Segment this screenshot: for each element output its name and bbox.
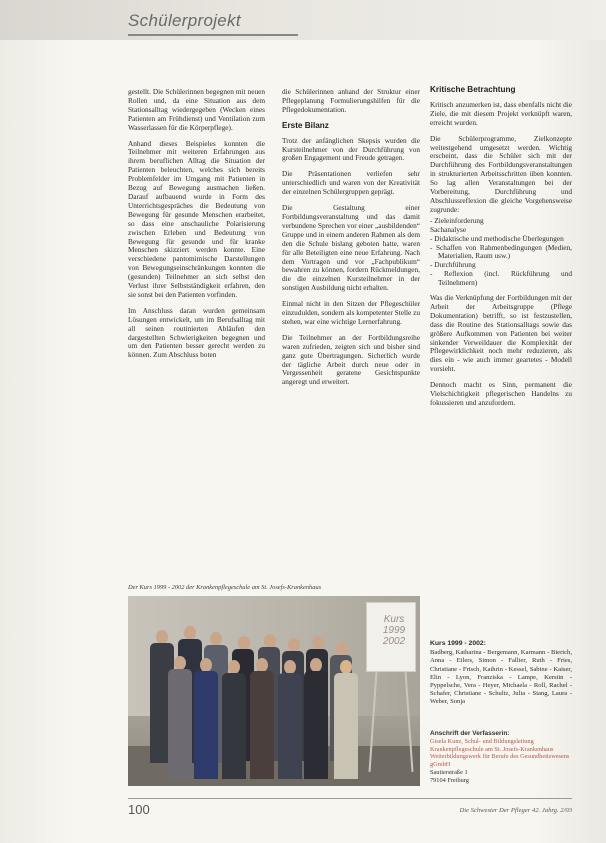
- list-item: Sachanalyse: [430, 224, 467, 234]
- flipchart-text: [376, 614, 412, 647]
- course-names-title: Kurs 1999 - 2002:: [430, 640, 486, 647]
- author-name: Gisela Kunz, Schul- und Bildungsleitung: [430, 737, 534, 745]
- group-photo: [128, 596, 420, 786]
- col3-paragraph-2: Die Schülerprogramme, Zielkonzepte weitestgehend umgesetzt werden. Wichtig erscheint, dass die Schüler sich mit der Durchführung des Fortbildungsveranstaltungen in strukturierten Arbeitsschritten üben konnten. So lag allen Veranstaltungen bei der Vorbereitung, Durchführung und Abschlussreflexion die gleiche Vorgehensweise zugrunde:: [430, 133, 572, 214]
- list-item: - Zieleinforderung: [430, 215, 484, 225]
- flipchart-line-2: 1999: [382, 625, 406, 636]
- column-2: [282, 88, 420, 394]
- author-line-2: Krankenpflegeschule am St. Josefs-Krankenhaus: [430, 745, 554, 753]
- col2-paragraph-6: Die Teilnehmer an der Fortbildungsreihe waren zufrieden, zeigten sich und bisher sind ganz gute Übertragungen. Sicherlich wurde der tägliche Arbeit durch neue oder in Vergessenheit geratene Gesichtspunkte angeregt und erweitert.: [282, 332, 420, 387]
- course-names-text: Badberg, Katharina - Bergemann, Karmann - Bierich, Anna - Eilers, Simon - Fallier, Ruth - Fries, Christiane - Frisch, Kathrin - Kessel, Sabine - Kaiser, Elin - Lyon, Franziska - Lampe, Kerstin - Pyppelsche, Vera - Heyer, Michaela - Roll, Rachel - Schafer, Christiane - Schultz, Julia - Stang, Laura - Weber, Sonja: [430, 649, 572, 706]
- author-street: Sautierstraße 1: [430, 768, 468, 776]
- author-address-box: [430, 730, 572, 785]
- col2-paragraph-4: Die Gestaltung einer Fortbildungsveranstaltung und das damit verbundene Sprechen vor einer „ausbildenden“ Gruppe und in einem anderen Rahmen als dem den die Schule bislang geboten hatte, waren für alle Beteiligten eine neue Erfahrung. Nach dem Vortragen und vor „Fachpublikum“ bewahren zu können, fordern Rückmeldungen, die die einzelnen Kursteilnehmer in der sonstigen Ausbildung nicht erhalten.: [282, 203, 420, 293]
- col1-paragraph-1: gestellt. Die Schülerinnen begegnen mit neuen Rollen und, da eine Situation aus dem Stationsalltag wiedergegeben (Wecken eines Patienten am Frühdienst) und Ventilation zum Wasserlassen für die Körperpflege).: [128, 87, 265, 132]
- col3-paragraph-3: Was die Verknüpfung der Fortbildungen mit der Arbeit der Arbeitsgruppe (Pflege Dokumentation) betrifft, so ist festzustellen, dass die Routine des Stationsalltags sowie das größere Aufkommen von Patienten bei weiter sinkender Verweildauer die Komplexität der Pflegewirklichkeit noch mehr reduzieren, als dies ein - wie auch immer geartetes - Modell vorsieht.: [430, 293, 572, 374]
- header-band: [0, 0, 606, 40]
- flipchart-line-1: Kurs: [383, 614, 405, 625]
- photo-caption: Der Kurs 1999 - 2002 der Krankenpflegeschule am St. Josefs-Krankenhaus: [128, 584, 322, 591]
- col3-paragraph-1: Kritisch anzumerken ist, dass ebenfalls nicht die Ziele, die mit diesem Projekt verknüpft waren, erreicht wurden.: [430, 99, 572, 127]
- col1-paragraph-3: Im Anschluss daran wurden gemeinsam Lösungen entwickelt, um im Berufsalltag mit all seinen routinierten Abläufen den dargestellten Schwierigkeiten begegnen und um den Patienten besser gerecht werden zu können. Zum Abschluss boten: [128, 305, 265, 360]
- steps-list: [430, 217, 572, 288]
- flipchart-line-3: 2002: [382, 636, 406, 647]
- heading-erste-bilanz: Erste Bilanz: [282, 120, 329, 130]
- list-item: - Reflexion (incl. Rückführung und Teilnehmern): [430, 269, 572, 288]
- list-item: - Schaffen von Rahmenbedingungen (Medien, Materialien, Raum usw.): [430, 242, 572, 261]
- col2-paragraph-1: die Schülerinnen anhand der Struktur einer Pflegeplanung Formulierungshilfen für die Pflegedokumentation.: [282, 87, 420, 114]
- author-line-3: Weiterbildungswerk für Berufe des Gesundheitswesens gGmbH: [430, 753, 570, 769]
- col1-paragraph-2: Anhand dieses Beispieles konnten die Teilnehmer mit weiteren Erfahrungen aus ihrem beruflichen Alltag die Situation der Patienten beleuchten, welches sich bereits Problemfelder im Umgang mit Patienten in Bezug auf Bewegung ausmachen ließen. Darauf aufbauend wurde in Form des Unterrichtsgespräches die Bedeutung von Bewegung für gesunde Menschen erarbeitet, so dass eine anschauliche Polarisierung zwischen Erleben und Bedeutung von Bewegung für gesunde und für kranke Menschen skizziert werden konnte. Eine verschiedene pantomimische Darstellungen von Bewegungseinschränkungen konnten die (gesunden) Teilnehmer an sich selbst den Verlust ihrer Selbstständigkeit erfahren, den sie sonst bei den Patienten vorfinden.: [128, 138, 265, 299]
- col2-paragraph-3: Die Präsentationen verliefen sehr unterschiedlich und waren von der Kreativität der einzelnen Schülergruppen geprägt.: [282, 169, 420, 197]
- author-city: 79104 Freiburg: [430, 776, 469, 784]
- header-rule: [128, 34, 298, 36]
- course-names-box: [430, 640, 572, 707]
- column-1: [128, 88, 265, 367]
- page-number: 100: [128, 802, 150, 817]
- col2-paragraph-2: Trotz der anfänglichen Skepsis wurden die Kursteilnehmer von der Durchführung von großen Engagement und Freude getragen.: [282, 135, 420, 163]
- author-title: Anschrift der Verfasserin:: [430, 730, 510, 737]
- footer-rule: [128, 798, 572, 799]
- list-item: - Didaktische und methodische Überlegungen: [430, 233, 564, 243]
- heading-kritische-betrachtung: Kritische Betrachtung: [430, 85, 516, 94]
- section-label: Schülerprojekt: [128, 11, 241, 30]
- col2-paragraph-5: Einmal nicht in den Sitzen der Pflegeschüler einzudulden, sondern als kompetenter Stelle zu stehen, war eine wichtige Lernerfahrung.: [282, 299, 420, 326]
- journal-reference: Die Schwester Der Pfleger 42. Jahrg. 2/03: [459, 807, 572, 814]
- column-3: [430, 84, 572, 415]
- list-item: - Durchführung: [430, 260, 476, 270]
- col3-paragraph-4: Dennoch macht es Sinn, permanent die Vielschichtigkeit pflegerischen Handelns zu fokussieren und anzufordern.: [430, 380, 572, 407]
